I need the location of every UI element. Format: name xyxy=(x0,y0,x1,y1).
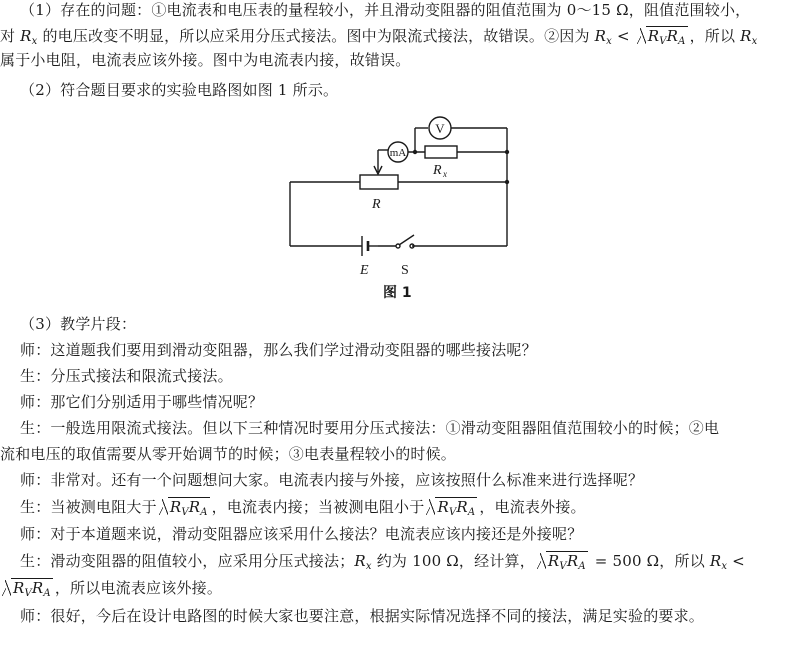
dialogue-4-line-2 xyxy=(0,444,800,464)
dialogue-2-text: 生：分压式接法和限流式接法。 xyxy=(20,367,233,385)
para-1-text-2a: 对 xyxy=(0,27,21,45)
dialogue-8-text-b: 约为 100 Ω，经计算， xyxy=(371,552,535,570)
milliammeter-label: mA xyxy=(389,147,407,159)
dialogue-4-text-2: 流和电压的取值需要从零开始调节的时候；③电表量程较小的时候。 xyxy=(0,445,457,463)
dialogue-4-line-1 xyxy=(20,418,800,438)
symbol-r: R xyxy=(666,27,679,45)
para-1-text-3: 属于小电阻，电流表应该外接。图中为电流表内接，故错误。 xyxy=(0,51,411,69)
para-1-text-2b: 的电压改变不明显，所以应采用分压式接法。图中为限流式接法，故错误。②因为 xyxy=(37,27,595,45)
symbol-r: R xyxy=(354,552,366,570)
symbol-sub-v: V xyxy=(181,507,189,518)
sqrt-rv-ra xyxy=(159,497,210,523)
symbol-r: R xyxy=(547,552,560,570)
figure-caption: 图 1 xyxy=(383,285,412,301)
para-3-title-text: （3）教学片段： xyxy=(20,315,137,333)
battery-label: E xyxy=(360,263,369,278)
resistor-rx xyxy=(425,146,457,158)
symbol-r: R xyxy=(20,27,32,45)
para-2-text: （2）符合题目要求的实验电路图如图 1 所示。 xyxy=(20,81,339,99)
dialogue-10-text: 师：很好，今后在设计电路图的时候大家也要注意，根据实际情况选择不同的接法，满足实验的要求。 xyxy=(20,607,705,625)
symbol-sub-x: x xyxy=(31,36,38,47)
voltmeter-label: V xyxy=(435,121,445,136)
less-than-sign: < xyxy=(612,27,635,45)
dialogue-6-text-c: ，电流表外接。 xyxy=(479,498,586,516)
para-1-line-2 xyxy=(0,26,800,52)
symbol-sub-x: x xyxy=(365,561,372,572)
symbol-r: R xyxy=(31,579,44,597)
rx-sub-label: x xyxy=(443,169,447,179)
dialogue-8-text-d: < xyxy=(727,552,745,570)
dialogue-8 xyxy=(20,551,800,577)
sqrt-rv-ra xyxy=(2,578,53,604)
junction-dot xyxy=(505,150,509,154)
sqrt-rv-ra xyxy=(426,497,477,523)
symbol-sub-x: x xyxy=(606,36,612,47)
dialogue-2 xyxy=(20,366,800,386)
symbol-r: R xyxy=(647,27,660,45)
dialogue-5-text: 师：非常对。还有一个问题想问大家。电流表内接与外接，应该按照什么标准来进行选择呢？ xyxy=(20,471,644,489)
para-1-line-1 xyxy=(20,0,800,20)
switch-label: S xyxy=(401,263,409,278)
dialogue-6 xyxy=(20,497,800,523)
symbol-r: R xyxy=(13,579,25,597)
symbol-sub-a: A xyxy=(678,36,686,47)
dialogue-8-text-a: 生：滑动变阻器的阻值较小，应采用分压式接法； xyxy=(20,552,355,570)
symbol-r: R xyxy=(188,498,201,516)
rheostat xyxy=(360,175,398,189)
symbol-sub-v: V xyxy=(448,507,457,518)
symbol-sub-a: A xyxy=(467,507,476,518)
symbol-r: R xyxy=(456,498,468,516)
symbol-r: R xyxy=(594,27,607,45)
dialogue-6-text-b: ，电流表内接；当被测电阻小于 xyxy=(211,498,425,516)
para-1-line-3 xyxy=(0,50,800,70)
symbol-r: R xyxy=(169,498,182,516)
dialogue-9 xyxy=(0,578,800,604)
sqrt-rv-ra xyxy=(637,26,688,52)
dialogue-9-text: ，所以电流表应该外接。 xyxy=(54,579,223,597)
symbol-sub-v: V xyxy=(659,36,667,47)
dialogue-7-text: 师：对于本道题来说，滑动变阻器应该采用什么接法？电流表应该内接还是外接呢？ xyxy=(20,525,583,543)
symbol-sub-x: x xyxy=(721,561,728,572)
dialogue-7 xyxy=(20,524,800,544)
symbol-r: R xyxy=(709,552,722,570)
junction-dot xyxy=(505,180,509,184)
para-1-text-1: （1）存在的问题：①电流表和电压表的量程较小，并且滑动变阻器的阻值范围为 0～15 Ω，阻值范围较小， xyxy=(20,1,751,19)
symbol-sub-v: V xyxy=(24,588,32,599)
circuit-diagram xyxy=(0,108,800,308)
sqrt-rv-ra xyxy=(537,551,588,577)
dialogue-6-text-a: 生：当被测电阻大于 xyxy=(20,498,157,516)
rx-label: R xyxy=(433,163,442,178)
dialogue-1-text: 师：这道题我们要用到滑动变阻器，那么我们学过滑动变阻器的哪些接法呢？ xyxy=(20,341,537,359)
symbol-r: R xyxy=(566,552,579,570)
symbol-r: R xyxy=(740,27,752,45)
dialogue-10 xyxy=(20,606,800,626)
para-1-text-2c: ，所以 xyxy=(689,27,741,45)
symbol-sub-a: A xyxy=(43,588,51,599)
junction-dot xyxy=(413,150,417,154)
symbol-sub-x: x xyxy=(751,36,758,47)
dialogue-1 xyxy=(20,340,800,360)
dialogue-8-text-c: = 500 Ω，所以 xyxy=(589,552,710,570)
para-2 xyxy=(20,80,800,100)
symbol-sub-a: A xyxy=(200,507,208,518)
dialogue-5 xyxy=(20,470,800,490)
symbol-sub-v: V xyxy=(559,561,567,572)
para-3-title xyxy=(20,314,800,334)
dialogue-3-text: 师：那它们分别适用于哪些情况呢？ xyxy=(20,393,264,411)
symbol-r: R xyxy=(437,498,449,516)
rheostat-label: R xyxy=(372,197,381,212)
dialogue-4-text-1: 生：一般选用限流式接法。但以下三种情况时要用分压式接法：①滑动变阻器阻值范围较小的时候；②电 xyxy=(20,419,720,437)
symbol-sub-a: A xyxy=(578,561,586,572)
dialogue-3 xyxy=(20,392,800,412)
